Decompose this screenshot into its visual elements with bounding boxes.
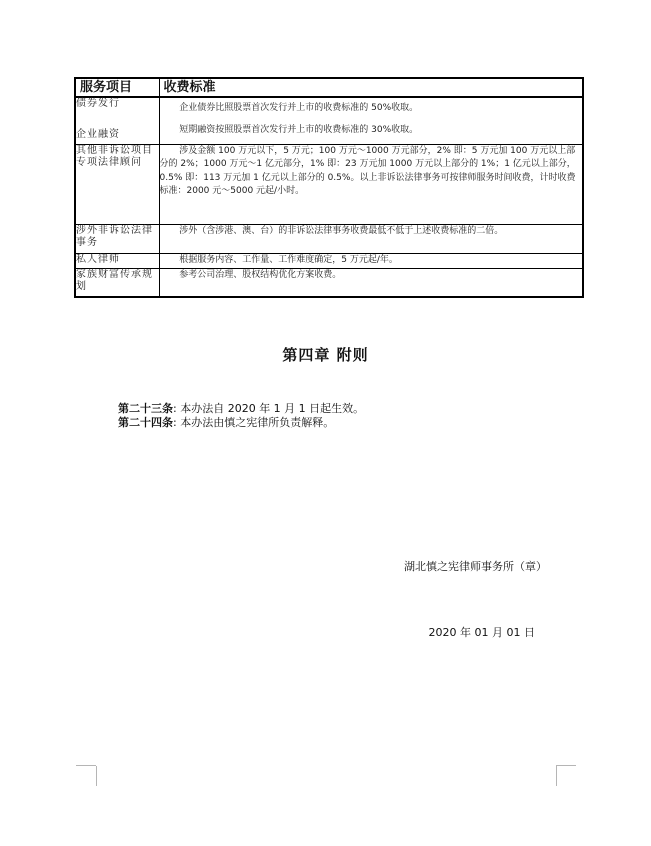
article-label: 第二十三条 bbox=[118, 402, 173, 415]
fee-standard-cell: 参考公司治理、股权结构优化方案收费。 bbox=[159, 268, 583, 297]
service-item-cell bbox=[75, 97, 159, 144]
fee-standard-cell: 涉外（含涉港、澳、台）的非诉讼法律事务收费最低不低于上述收费标准的二倍。 bbox=[159, 224, 583, 253]
service-item-cell: 家族财富传承规划 bbox=[75, 268, 159, 297]
fee-standard-cell: 根据服务内容、工作量、工作难度确定，5 万元起/年。 bbox=[159, 253, 583, 268]
article-24 bbox=[118, 416, 334, 430]
fee-standard-cell: 涉及金额 100 万元以下，5 万元；100 万元～1000 万元部分，2% 即：5 万元加 100 万元以上部分的 2%；1000 万元～1 亿元部分，1% 即：23 万元加 1000 万元以上部分的 1%；1 亿元以上部分，0.5% 即：113 万元加 1 亿元以上部分的 0.5%。以上非诉讼法律事务可按律师服务时间收费，计时收费标准：2000 元～5000 元起/小时。 bbox=[159, 144, 583, 224]
header-fee-standard: 收费标准 bbox=[159, 78, 583, 97]
table-row bbox=[75, 144, 583, 224]
table-row bbox=[75, 268, 583, 297]
service-item-cell: 私人律师 bbox=[75, 253, 159, 268]
service-item-cell: 其他非诉讼项目专项法律顾问 bbox=[75, 144, 159, 224]
document-date: 2020 年 01 月 01 日 bbox=[428, 626, 535, 639]
crop-mark bbox=[556, 765, 576, 766]
table-row bbox=[75, 97, 583, 144]
fee-standard-cell bbox=[159, 97, 583, 144]
fee-table bbox=[74, 77, 584, 298]
fee-standard-bond: 企业债券比照股票首次发行并上市的收费标准的 50%收取。 bbox=[179, 103, 419, 113]
chapter-title: 第四章 附则 bbox=[282, 346, 369, 364]
service-item-corporate-financing: 企业融资 bbox=[76, 129, 120, 140]
table-row bbox=[75, 253, 583, 268]
fee-standard-financing: 短期融资按照股票首次发行并上市的收费标准的 30%收取。 bbox=[179, 124, 419, 135]
firm-signature: 湖北慎之宪律师事务所（章） bbox=[404, 560, 547, 573]
table-row bbox=[75, 224, 583, 253]
article-23 bbox=[118, 402, 364, 416]
article-text: : 本办法由慎之宪律所负责解释。 bbox=[173, 416, 335, 429]
crop-mark bbox=[76, 765, 96, 766]
crop-mark bbox=[556, 766, 557, 786]
article-text: : 本办法自 2020 年 1 月 1 日起生效。 bbox=[173, 402, 365, 415]
table-header-row bbox=[75, 78, 583, 97]
service-item-cell: 涉外非诉讼法律事务 bbox=[75, 224, 159, 253]
header-service-item: 服务项目 bbox=[75, 78, 159, 97]
service-item-bond-issuance: 债券发行 bbox=[76, 98, 120, 109]
crop-mark bbox=[96, 766, 97, 786]
article-label: 第二十四条 bbox=[118, 416, 173, 429]
